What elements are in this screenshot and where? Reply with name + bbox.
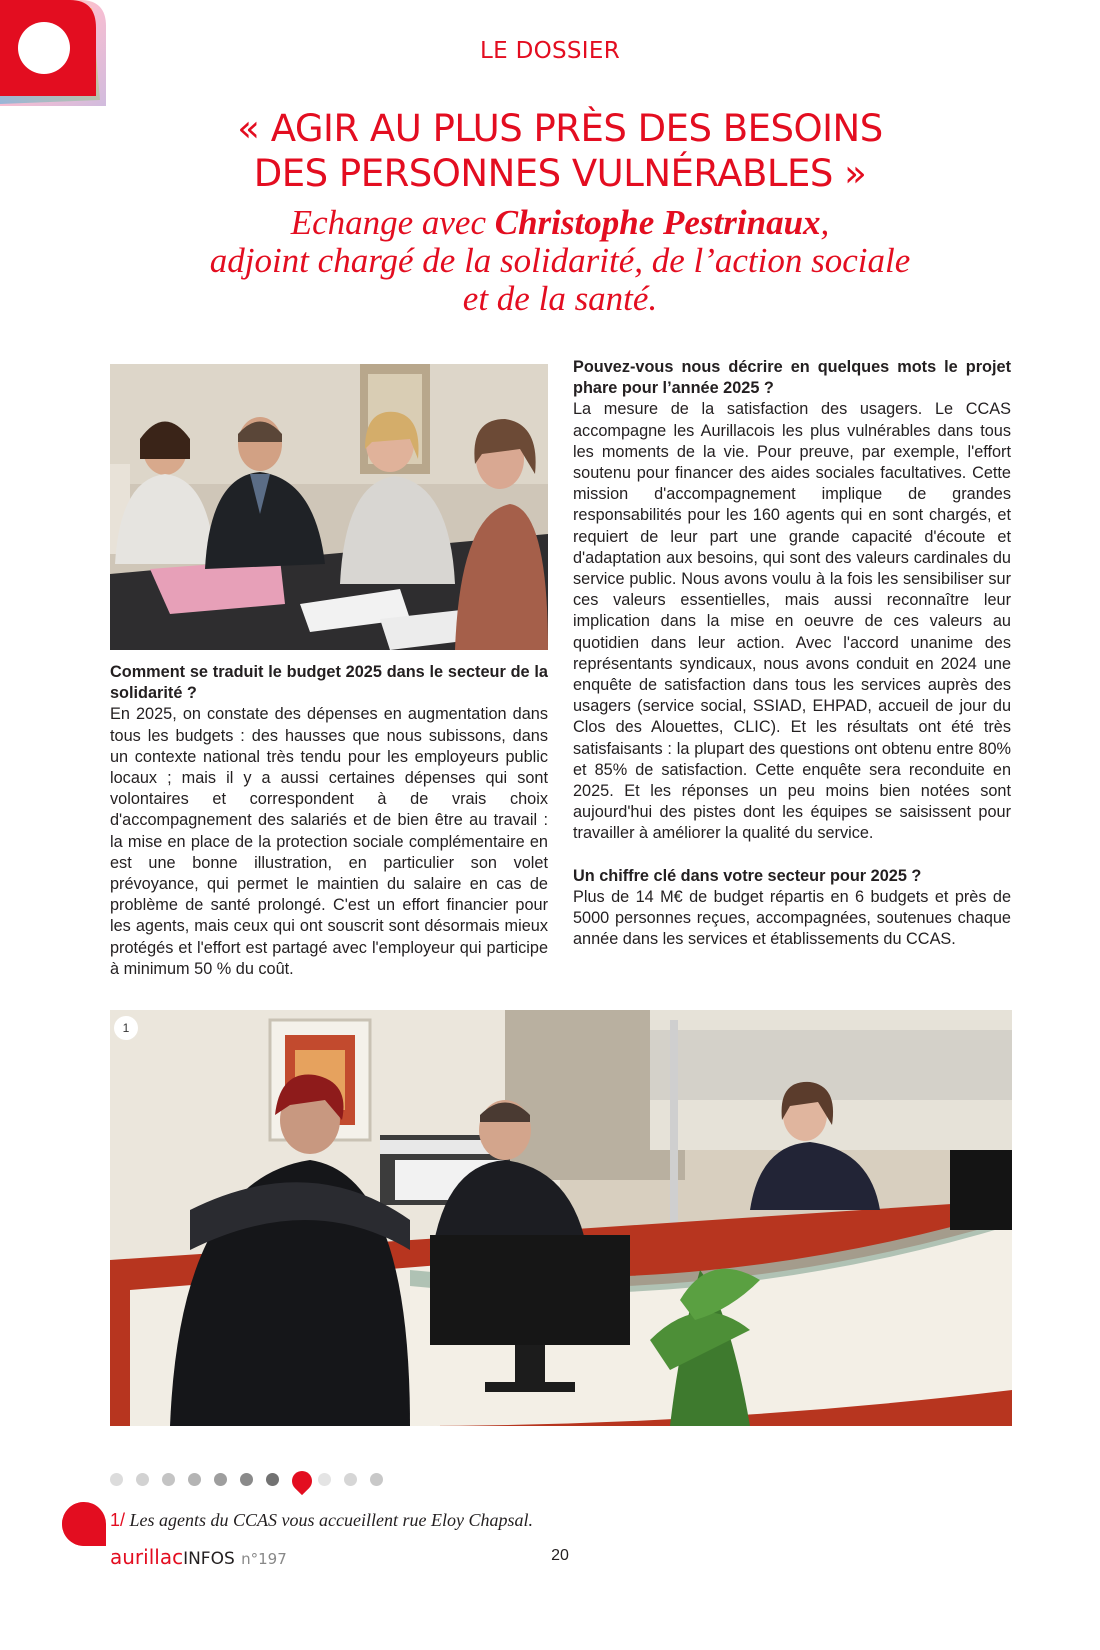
- pagination-dot[interactable]: [318, 1473, 331, 1486]
- right-column: [573, 357, 1011, 950]
- headline: [130, 106, 990, 196]
- brand-suffix: INFOS: [183, 1549, 235, 1569]
- answer-project: La mesure de la satisfaction des usagers. Le CCAS accompagne les Aurillacois les plus vulnérables dans tous les moments de la vie. Pour preuve, par exemple, l'effort soutenu pour financer des aides sociales facultatives. Cette mission d'accompagnement implique de grandes responsabilités pour les 160 agents qui en sont chargés, et requiert de leur part une grande capacité d'écoute et d'adaptation aux besoins, qui sont des valeurs cardinales du service public. Nous avons voulu à la fois les sensibiliser sur ces valeurs essentielles, mais aussi reconnaître leur implication dans la mise en oeuvre de ces valeurs au quotidien dans leur action. Avec l'accord unanime des représentants syndicaux, nous avons conduit en 2024 une enquête de satisfaction dans tous les services auprès des usagers (service social, SSIAD, EHPAD, accueil de jour du Clos des Alouettes, CLIC). Et les résultats ont été très satisfaisants : la plupart des questions ont obtenu entre 80% et 85% de satisfaction. Cette enquête sera reconduite en 2025. Et les réponses un peu moins bien notées sont aujourd'hui des pistes dont les équipes se saisissent pour travailler à améliorer la qualité du service.: [573, 400, 1011, 843]
- answer-key-figure: Plus de 14 M€ de budget répartis en 6 budgets et près de 5000 personnes reçues, accompagnées, soutenues chaque année dans les services et établissements du CCAS.: [573, 887, 1011, 949]
- footer-brand: [110, 1545, 287, 1569]
- pagination-dot-active[interactable]: [288, 1467, 316, 1495]
- pagination-dot[interactable]: [110, 1473, 123, 1486]
- question-budget: Comment se traduit le budget 2025 dans le secteur de la solidarité ?: [110, 663, 548, 703]
- pagination-dot[interactable]: [188, 1473, 201, 1486]
- caption-number: 1/: [110, 1510, 126, 1530]
- pagination-dot[interactable]: [370, 1473, 383, 1486]
- pagination-dot[interactable]: [214, 1473, 227, 1486]
- meeting-photo: [110, 364, 548, 650]
- photo-badge: 1: [114, 1016, 138, 1040]
- aurillac-drop-icon: [60, 1500, 112, 1548]
- pagination-dot[interactable]: [266, 1473, 279, 1486]
- interviewee-name: Christophe Pestrinaux: [494, 203, 821, 242]
- headline-line-2: DES PERSONNES VULNÉRABLES »: [253, 152, 867, 195]
- subtitle-lead: Echange avec: [290, 203, 495, 242]
- subtitle-line-2: adjoint chargé de la solidarité, de l’action sociale: [209, 241, 911, 280]
- page-number: 20: [551, 1547, 569, 1564]
- pagination-dot[interactable]: [240, 1473, 253, 1486]
- subtitle-line-3: et de la santé.: [462, 279, 658, 318]
- pagination-dot[interactable]: [162, 1473, 175, 1486]
- section-label: LE DOSSIER: [480, 38, 620, 64]
- issue-number: n°197: [241, 1550, 287, 1568]
- photo-caption: [110, 1510, 810, 1531]
- answer-budget: En 2025, on constate des dépenses en augmentation dans tous les budgets : des hausses que nous subissons, dans un contexte national très tendu pour les employeurs public locaux ; mais il y a aussi certaines dépenses qui sont volontaires et correspondent à de vrais choix d'accompagnement des salariés et de bien être au travail : la mise en place de la protection sociale complémentaire en est une bonne illustration, en particulier son volet prévoyance, qui permet le maintien du salaire en cas de problème de santé prolongé. C'est un effort financier pour les agents, mais ceux qui ont souscrit sont désormais mieux protégés et l'effort est partagé avec l'employeur qui participe à minimum 50 % du coût.: [110, 705, 548, 978]
- left-column: [110, 662, 548, 980]
- question-project: Pouvez-vous nous décrire en quelques mots le projet phare pour l’année 2025 ?: [573, 358, 1011, 398]
- caption-text: Les agents du CCAS vous accueillent rue Eloy Chapsal.: [125, 1510, 533, 1530]
- pagination-dot[interactable]: [344, 1473, 357, 1486]
- pagination-dots: [110, 1469, 410, 1497]
- subtitle: [100, 204, 1020, 318]
- pagination-dot[interactable]: [136, 1473, 149, 1486]
- reception-photo: [110, 1010, 1012, 1426]
- subtitle-comma: ,: [820, 203, 830, 242]
- headline-line-1: « AGIR AU PLUS PRÈS DES BESOINS: [237, 107, 883, 150]
- question-key-figure: Un chiffre clé dans votre secteur pour 2025 ?: [573, 866, 922, 885]
- brand-name: aurillac: [110, 1545, 184, 1569]
